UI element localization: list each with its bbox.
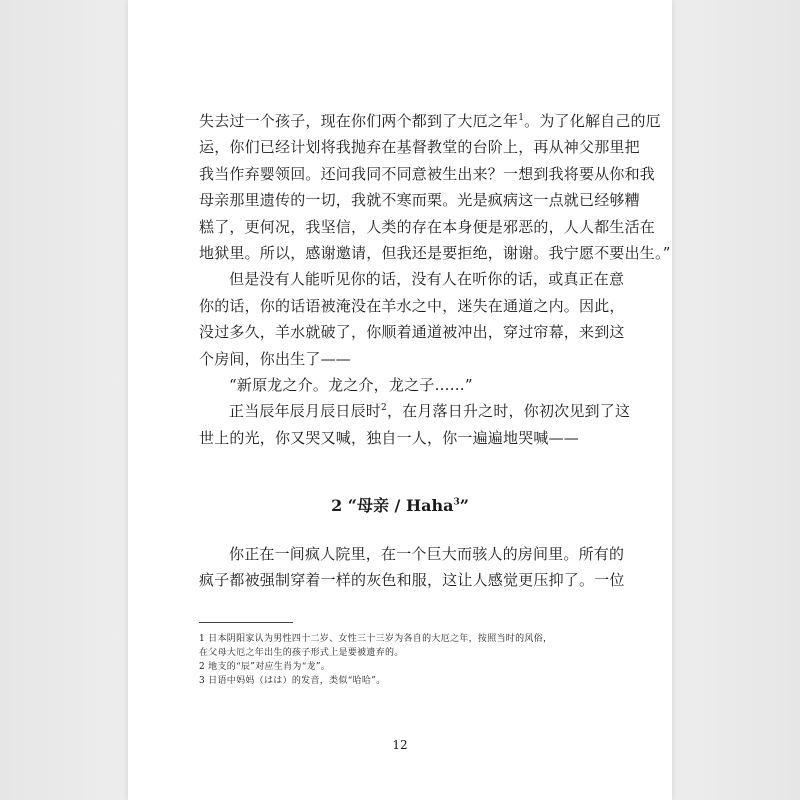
text-line: 没过多久，羊水就破了，你顺着通道被冲出，穿过帘幕，来到这 (199, 323, 625, 342)
page-number: 12 (392, 738, 408, 752)
footnote-divider (199, 622, 293, 623)
footnote-line: 在父母大厄之年出生的孩子形式上是要被遗弃的。 (199, 648, 404, 658)
text-line: 疯子都被强制穿着一样的灰色和服，这让人感觉更压抑了。一位 (199, 571, 625, 590)
text-line: 地狱里。所以，感谢邀请，但我还是要拒绝，谢谢。我宁愿不要出生。” (199, 244, 671, 263)
text-line: 我当作弃婴领回。还问我同不同意被生出来？一想到我将要从你和我 (199, 164, 656, 183)
text-line: 正当辰年辰月辰日辰时$^2$，在月落日升之时，你初次见到了这 (229, 402, 631, 421)
text-line: 世上的光，你又哭又喊，独自一人，你一遍遍地哭喊—— (199, 428, 580, 447)
text-line: “新原龙之介。龙之介，龙之子……” (229, 376, 473, 395)
text-line: 你正在一间疯人院里，在一个巨大而骇人的房间里。所有的 (229, 545, 625, 563)
footnotes (199, 632, 599, 688)
footnote-line: 3 日语中妈妈（はは）的发音，类似“哈哈”。 (199, 676, 386, 686)
text-line: 运，你们已经计划将我抛弃在基督教堂的台阶上，再从神父那里把 (199, 138, 640, 157)
text-line: 失去过一个孩子，现在你们两个都到了大厄之年$^1$。为了化解自己的厄 (199, 112, 661, 130)
text-line: 但是没有人能听见你的话，没有人在听你的话，或真正在意 (229, 270, 625, 289)
footnote-marker-3: 3 (453, 497, 460, 508)
footnote-line: 2 地支的“辰”对应生肖为“龙”。 (199, 662, 331, 672)
text-line: 糕了，更何况，我坚信，人类的存在本身便是邪恶的，人人都生活在 (199, 217, 656, 236)
footnote-marker-2: 2 (381, 403, 387, 414)
text-line: 个房间，你出生了—— (199, 349, 352, 368)
footnote-marker-1: 1 (518, 113, 525, 123)
background-left (0, 0, 128, 800)
body-text-block-2 (199, 541, 625, 594)
body-text-block-1 (199, 108, 671, 451)
text-line: 母亲那里遗传的一切，我就不寒而栗。光是疯病这一点就已经够糟 (199, 191, 640, 210)
footnote-line: 1 日本阴阳家认为男性四十二岁、女性三十三岁为各自的大厄之年，按照当时的风俗， (199, 634, 553, 644)
background-right (672, 0, 800, 800)
text-line: 你的话，你的话语被淹没在羊水之中，迷失在通道之内。因此， (199, 296, 625, 315)
book-page (128, 0, 672, 800)
section-heading: 2 “母亲 / Haha$^3$” (331, 496, 469, 515)
